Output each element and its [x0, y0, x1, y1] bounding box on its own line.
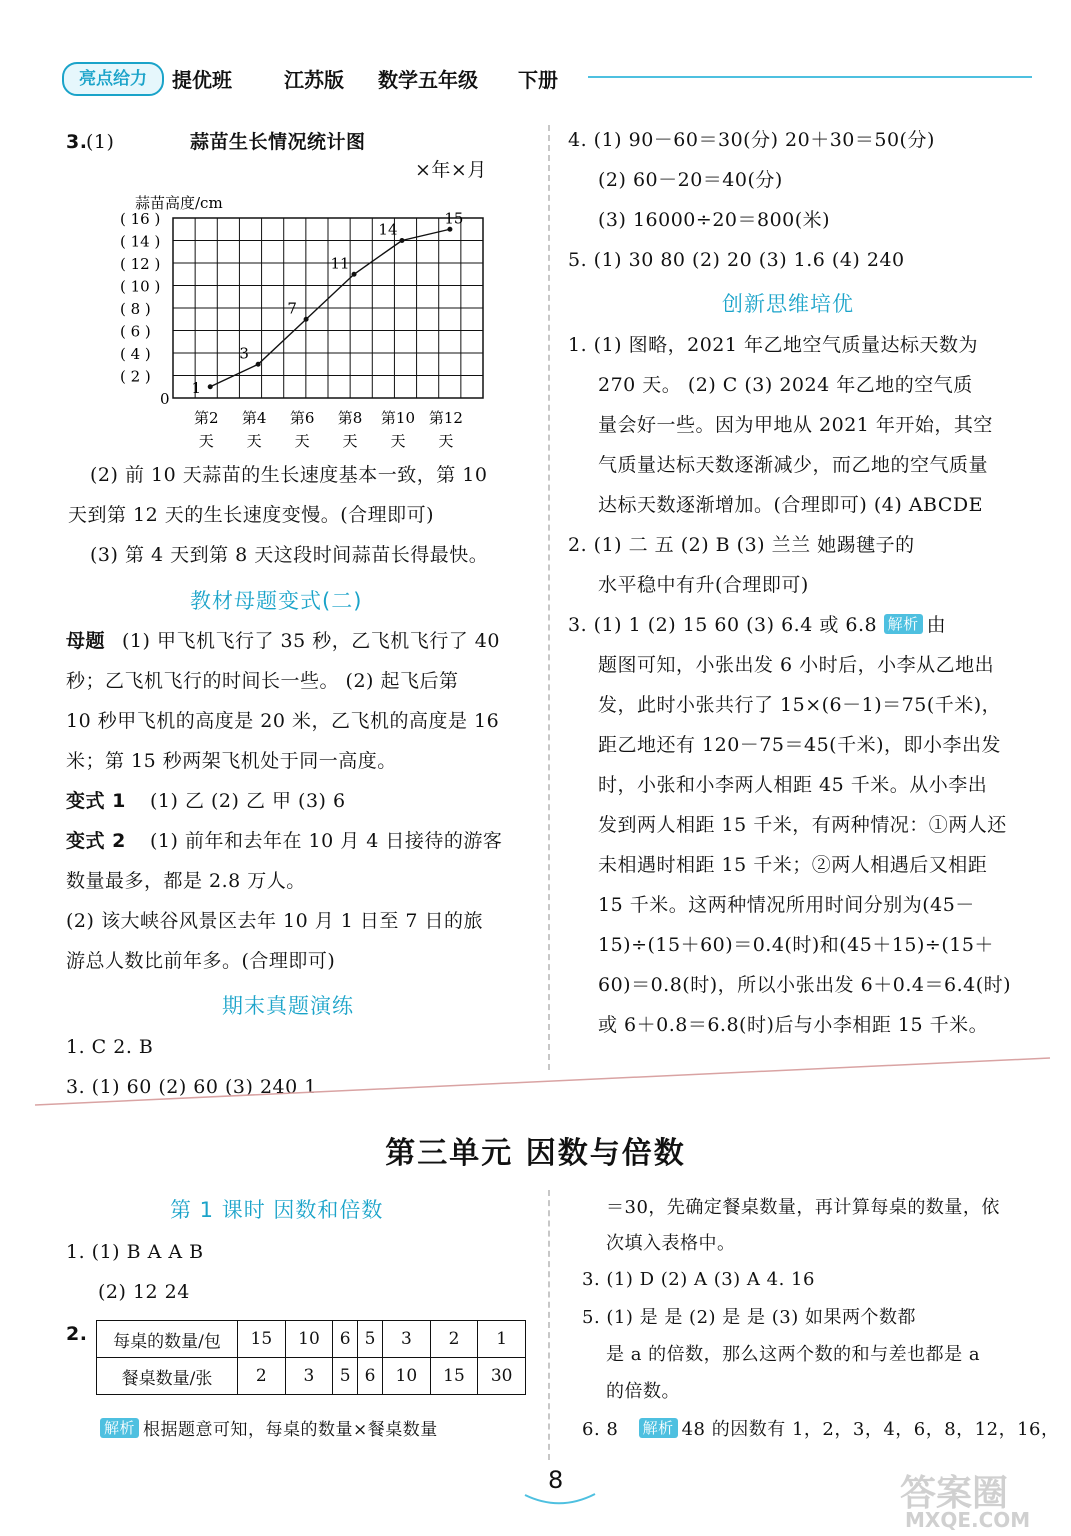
x-tick-label: 第6 — [289, 409, 315, 427]
swoosh-path — [525, 1494, 595, 1503]
x-tick-sublabel: 天 — [246, 432, 262, 450]
unit-title: 第三单元 因数与倍数 — [385, 1136, 686, 1171]
mu-label: 母题 — [66, 630, 106, 652]
page-number-swoosh — [520, 1490, 600, 1510]
r-line1: ＝30，先确定餐桌数量，再计算每桌的数量，依 — [606, 1197, 1000, 1218]
x-tick-sublabel: 天 — [342, 432, 358, 450]
data-label: 15 — [444, 209, 464, 228]
qm-line2: 3. (1) 60 (2) 60 (3) 240 1 — [66, 1076, 317, 1098]
analysis-tag: 解析 — [100, 1418, 139, 1438]
q3-part3: (3) 第 4 天到第 8 天这段时间蒜苗长得最快。 — [90, 544, 489, 566]
table-cell: 1 — [478, 1321, 526, 1358]
column-divider — [548, 1190, 550, 1460]
c3-line11: 或 6＋0.8＝6.8(时)后与小李相距 15 千米。 — [598, 1014, 989, 1036]
c3-line7: 未相遇时相距 15 千米；②两人相遇后又相距 — [598, 854, 988, 876]
separator-line — [35, 1058, 1050, 1105]
chart-x-ticks — [194, 409, 463, 450]
bs2-label: 变式 2 — [66, 830, 126, 852]
r4-line3: (3) 16000÷20＝800(米) — [598, 209, 831, 231]
c1-line3: 量会好一些。因为甲地从 2021 年开始，其空 — [598, 414, 993, 436]
table-cell: 3 — [383, 1321, 431, 1358]
data-point — [399, 238, 404, 243]
c3-line1: 3. (1) 1 (2) 15 60 (3) 6.4 或 6.8 解析 由 — [568, 614, 947, 636]
lesson-title: 第 1 课时 因数和倍数 — [170, 1198, 384, 1222]
l2-number: 2. — [66, 1323, 88, 1345]
analysis-tag: 解析 — [884, 614, 923, 634]
r-line5a: 5. (1) 是 是 (2) 是 是 (3) 如果两个数都 — [582, 1307, 916, 1328]
y-zero-label: 0 — [160, 390, 170, 408]
data-label: 14 — [378, 220, 398, 239]
c1-line5: 达标天数逐渐增加。(合理即可) (4) ABCDE — [598, 494, 983, 516]
data-label: 3 — [239, 344, 249, 363]
mu-line2: 秒；乙飞机飞行的时间长一些。 (2) 起飞后第 — [66, 670, 459, 692]
table-cell: 30 — [478, 1358, 526, 1395]
header-rule — [588, 76, 1032, 78]
y-tick-label: ( 2 ) — [120, 367, 151, 386]
table-cell: 2 — [430, 1321, 478, 1358]
brand-name: 提优班 — [172, 68, 232, 92]
volume: 下册 — [518, 68, 558, 92]
table-cell: 2 — [238, 1358, 286, 1395]
table-cell: 10 — [383, 1358, 431, 1395]
table-cell: 餐桌数量/张 — [97, 1358, 238, 1395]
data-point — [352, 272, 357, 277]
l1-line1: 1. (1) B A A B — [66, 1241, 204, 1263]
c2-line1: 2. (1) 二 五 (2) B (3) 兰兰 她踢毽子的 — [568, 534, 915, 556]
y-tick-label: ( 10 ) — [120, 277, 161, 296]
chart-date: ×年×月 — [415, 159, 487, 181]
data-label: 11 — [330, 254, 350, 273]
table-cell: 6 — [358, 1358, 383, 1395]
bs2-line2: 数量最多，都是 2.8 万人。 — [66, 870, 306, 892]
edition: 江苏版 — [284, 68, 344, 92]
line-chart — [110, 185, 500, 455]
section-title: 创新思维培优 — [722, 292, 854, 316]
y-tick-label: ( 6 ) — [120, 322, 151, 341]
subject: 数学五年级 — [378, 68, 478, 92]
watermark: 答案圈 — [900, 1473, 1009, 1514]
bs1-label: 变式 1 — [66, 790, 126, 812]
x-tick-sublabel: 天 — [294, 432, 310, 450]
y-tick-label: ( 4 ) — [120, 345, 151, 363]
section-separator — [30, 1050, 1060, 1110]
chart-title: 蒜苗生长情况统计图 — [190, 131, 366, 153]
chart-y-ticks — [120, 210, 170, 408]
data-point — [447, 227, 452, 232]
c1-line4: 气质量达标天数逐渐减少，而乙地的空气质量 — [598, 454, 989, 476]
page-number: 8 — [548, 1466, 564, 1494]
c3-line6: 发到两人相距 15 千米，有两种情况：①两人还 — [598, 814, 1007, 836]
column-divider — [548, 125, 550, 1070]
l1-line2: (2) 12 24 — [98, 1281, 190, 1303]
x-tick-label: 第8 — [337, 409, 363, 427]
x-tick-sublabel: 天 — [438, 432, 454, 450]
data-label: 7 — [287, 299, 297, 318]
q3-part2-line1: (2) 前 10 天蒜苗的生长速度基本一致，第 10 — [90, 464, 488, 486]
c3-line4: 距乙地还有 120－75＝45(千米)，即小李出发 — [598, 734, 1001, 756]
qm-line1: 1. C 2. B — [66, 1036, 154, 1058]
x-tick-sublabel: 天 — [390, 432, 406, 450]
q3-part1: (1) — [86, 131, 115, 153]
section-title: 教材母题变式(二) — [190, 589, 363, 613]
table-cell: 3 — [285, 1358, 333, 1395]
table-cell: 5 — [358, 1321, 383, 1358]
table-cell: 15 — [430, 1358, 478, 1395]
table-row — [97, 1358, 526, 1395]
section-title: 期末真题演练 — [222, 994, 354, 1018]
c3-line9: 15)÷(15＋60)＝0.4(时)和(45＋15)÷(15＋ — [598, 934, 994, 956]
y-tick-label: ( 14 ) — [120, 232, 161, 251]
bs2-line3: (2) 该大峡谷风景区去年 10 月 1 日至 7 日的旅 — [66, 910, 484, 932]
data-point — [256, 362, 261, 367]
x-tick-label: 第12 — [428, 409, 463, 427]
r-line5c: 的倍数。 — [606, 1381, 680, 1402]
table-row — [97, 1321, 526, 1358]
y-tick-label: ( 8 ) — [120, 300, 151, 318]
chart-ylabel: 蒜苗高度/cm — [135, 194, 223, 212]
x-tick-label: 第2 — [193, 409, 219, 427]
c2-line2: 水平稳中有升(合理即可) — [598, 574, 809, 596]
r5-line: 5. (1) 30 80 (2) 20 (3) 1.6 (4) 240 — [568, 249, 905, 271]
mu-line1: (1) 甲飞机飞行了 35 秒，乙飞机飞行了 40 — [122, 630, 500, 652]
r-line5b: 是 a 的倍数，那么这两个数的和与差也都是 a — [606, 1344, 981, 1365]
answer-table — [96, 1320, 526, 1395]
r-line2: 次填入表格中。 — [606, 1233, 736, 1254]
table-cell: 5 — [333, 1358, 358, 1395]
chart-series — [191, 209, 463, 397]
c3-line2: 题图可知，小张出发 6 小时后，小李从乙地出 — [598, 654, 995, 676]
bs1-answer: (1) 乙 (2) 乙 甲 (3) 6 — [150, 790, 346, 812]
y-tick-label: ( 12 ) — [120, 255, 161, 273]
x-tick-label: 第4 — [241, 409, 267, 427]
c3-line8: 15 千米。这两种情况所用时间分别为(45－ — [598, 894, 975, 916]
c1-line2: 270 天。 (2) C (3) 2024 年乙地的空气质 — [598, 374, 973, 396]
mu-line4: 米；第 15 秒两架飞机处于同一高度。 — [66, 750, 397, 772]
q3-number: 3. — [66, 131, 88, 153]
x-tick-label: 第10 — [380, 409, 416, 427]
r4-line2: (2) 60－20＝40(分) — [598, 169, 783, 191]
c1-line1: 1. (1) 图略，2021 年乙地空气质量达标天数为 — [568, 334, 979, 356]
mu-line3: 10 秒甲飞机的高度是 20 米，乙飞机的高度是 16 — [66, 710, 500, 732]
table-cell: 6 — [333, 1321, 358, 1358]
c3-line3: 发，此时小张共行了 15×(6－1)＝75(千米)， — [598, 694, 1002, 716]
bs2-line1: (1) 前年和去年在 10 月 4 日接待的游客 — [150, 830, 503, 852]
data-label: 1 — [191, 378, 201, 397]
x-tick-sublabel: 天 — [198, 432, 214, 450]
c3-line10: 60)＝0.8(时)，所以小张出发 6＋0.4＝6.4(时) — [598, 974, 1012, 996]
analysis-tag: 解析 — [639, 1418, 678, 1438]
r-line6: 6. 8 解析 48 的因数有 1，2，3，4，6，8，12，16， — [582, 1419, 1060, 1440]
y-tick-label: ( 16 ) — [120, 210, 161, 228]
r-line3: 3. (1) D (2) A (3) A 4. 16 — [582, 1269, 815, 1290]
data-point — [208, 384, 213, 389]
q3-part2-line2: 天到第 12 天的生长速度变慢。(合理即可) — [68, 504, 435, 526]
chart-grid — [173, 218, 483, 398]
c3-line5: 时，小张和小李两人相距 45 千米。从小李出 — [598, 774, 988, 796]
table-cell: 15 — [238, 1321, 286, 1358]
r4-line1: 4. (1) 90－60＝30(分) 20＋30＝50(分) — [568, 129, 935, 151]
bs2-line4: 游总人数比前年多。(合理即可) — [66, 950, 336, 972]
watermark-url: MXQE.COM — [905, 1508, 1031, 1532]
l2-explanation: 解析 根据题意可知，每桌的数量×餐桌数量 — [100, 1418, 438, 1442]
table-cell: 每桌的数量/包 — [97, 1321, 238, 1358]
table-cell: 10 — [285, 1321, 333, 1358]
data-point — [304, 317, 309, 322]
brand-logo: 亮点给力 — [62, 62, 164, 96]
